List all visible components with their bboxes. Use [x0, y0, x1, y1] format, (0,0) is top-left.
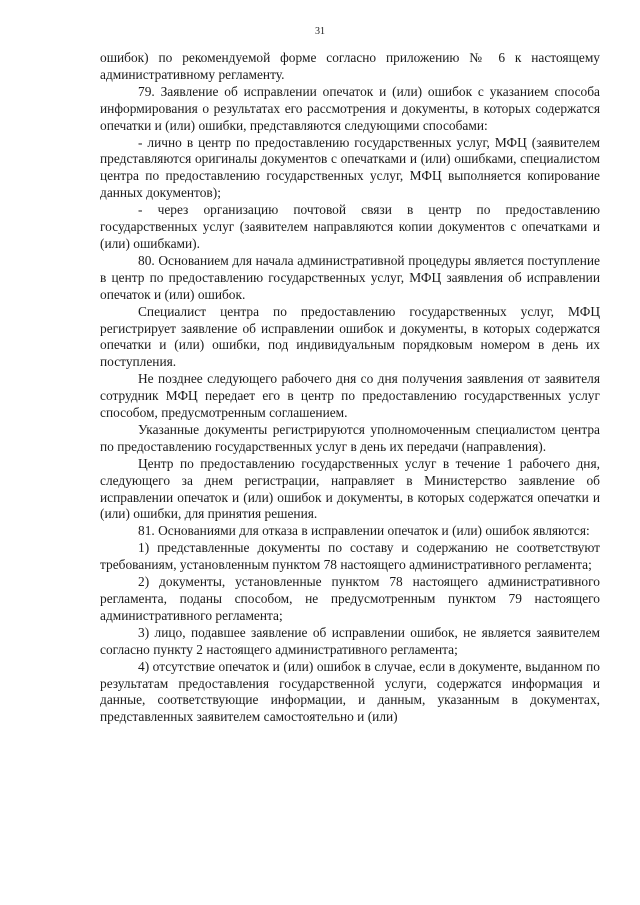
paragraph-81: 81. Основаниями для отказа в исправлении опечаток и (или) ошибок являются:	[138, 523, 590, 539]
paragraph-registration: Специалист центра по предоставлению государственных услуг, МФЦ регистрирует заявление об исправлении ошибок и документы, в которых содержатся опечатки и (или) ошибки, под индивидуальным порядковым номером в день их поступления.	[100, 303, 600, 370]
paragraph-79: 79. Заявление об исправлении опечаток и (или) ошибок с указанием способа информирования о результатах его рассмотрения и документы, в которых содержатся опечатки и (или) ошибки, представляются следующими способами:	[100, 83, 600, 133]
list-item-refusal-2: 2) документы, установленные пунктом 78 настоящего административного регламента, поданы способом, не предусмотренным пунктом 79 настоящего административного регламента;	[100, 574, 600, 623]
list-item-by-post: - через организацию почтовой связи в центр по предоставлению государственных услуг (заявителем направляются копии документов с опечатками и (или) ошибками).	[100, 202, 600, 251]
list-item-in-person: - лично в центр по предоставлению государственных услуг, МФЦ (заявителем представляются оригиналы документов с опечатками и (или) ошибками, специалистом центра по предоставлению государственных услуг, МФЦ выполняется копирование данных документов);	[100, 134, 600, 201]
paragraph-center-sends: Центр по предоставлению государственных услуг в течение 1 рабочего дня, следующего за днем регистрации, направляет в Министерство заявление об исправлении опечаток и (или) ошибок и документы, в которых содержатся опечатки и (или) ошибки, для принятия решения.	[100, 455, 600, 522]
paragraph-80: 80. Основанием для начала административной процедуры является поступление в центр по предоставлению государственных услуг, МФЦ заявления об исправлении опечаток и (или) ошибок.	[100, 252, 600, 302]
list-item-refusal-4: 4) отсутствие опечаток и (или) ошибок в случае, если в документе, выданном по результатам предоставления государственной услуги, содержатся информация и данные, соответствующие информации, и данным, указанным в документах, представленных заявителем самостоятельно и (или)	[100, 658, 600, 725]
paragraph-transfer: Не позднее следующего рабочего дня со дня получения заявления от заявителя сотрудник МФЦ передает его в центр по предоставлению государственных услуг способом, предусмотренным соглашением.	[100, 371, 600, 421]
paragraph-continuation: ошибок) по рекомендуемой форме согласно приложению № 6 к настоящему административному регламенту.	[100, 50, 600, 82]
document-body	[100, 50, 600, 726]
paragraph-registered: Указанные документы регистрируются уполномоченным специалистом центра по предоставлению государственных услуг в день их передачи (направления).	[100, 421, 600, 454]
list-item-refusal-3: 3) лицо, подавшее заявление об исправлении ошибок, не является заявителем согласно пункту 2 настоящего административного регламента;	[100, 624, 600, 657]
page-number: 31	[315, 26, 325, 37]
list-item-refusal-1: 1) представленные документы по составу и содержанию не соответствуют требованиям, установленным пунктом 78 настоящего административного регламента;	[100, 540, 600, 573]
